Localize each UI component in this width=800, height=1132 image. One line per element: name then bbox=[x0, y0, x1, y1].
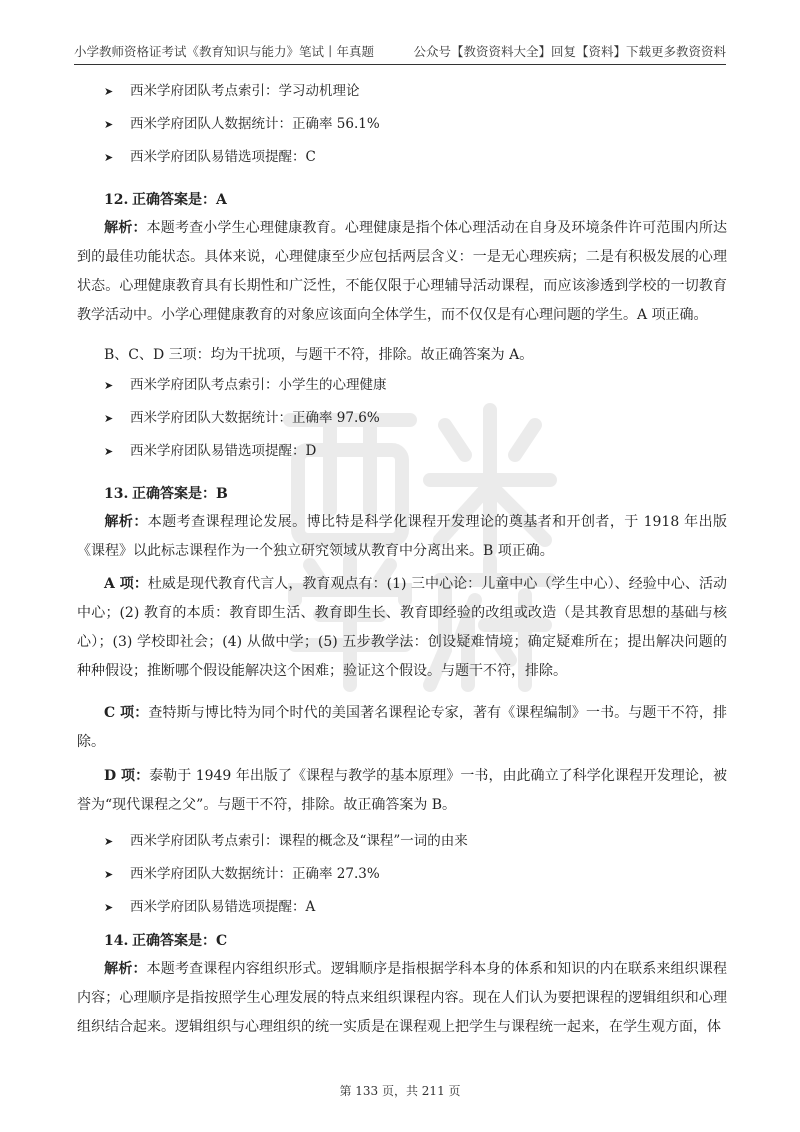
arrow-bullet-icon: ➤ bbox=[104, 379, 114, 392]
q13-option-a: A 项：杜威是现代教育代言人，教育观点有：(1) 三中心论：儿童中心（学生中心）、经验中心、活动中心；(2) 教育的本质：教育即生活、教育即生长、教育即经验的改组或改造（是其教育思想的基础与核心）；(3) 学校即社会；(4) 从做中学；(5) 五步教学法：创设疑难情境；确定疑难所在；提出解决问题的种种假设；推断哪个假设能解决这个困难；验证这个假设。与题干不符，排除。 bbox=[77, 576, 727, 679]
q12-bullet-topic: ➤ 西米学府团队考点索引：小学生的心理健康 bbox=[104, 375, 387, 395]
q14-heading: 14. 正确答案是：C bbox=[104, 933, 228, 949]
q12-bullet-mistake: ➤ 西米学府团队易错选项提醒：D bbox=[104, 441, 316, 461]
arrow-bullet-icon: ➤ bbox=[104, 412, 114, 425]
arrow-bullet-icon: ➤ bbox=[104, 118, 114, 131]
q12-other-options: B、C、D 三项：均为干扰项，与题干不符，排除。故正确答案为 A。 bbox=[104, 347, 534, 363]
arrow-bullet-icon: ➤ bbox=[104, 868, 114, 881]
arrow-bullet-icon: ➤ bbox=[104, 901, 114, 914]
q11-bullet-stats: ➤ 西米学府团队人数据统计：正确率 56.1% bbox=[104, 114, 380, 134]
q11-bullet-mistake: ➤ 西米学府团队易错选项提醒：C bbox=[104, 147, 316, 167]
q13-bullet-mistake: ➤ 西米学府团队易错选项提醒：A bbox=[104, 897, 315, 917]
q12-heading: 12. 正确答案是：A bbox=[104, 192, 227, 208]
q13-analysis: 解析：本题考查课程理论发展。博比特是科学化课程开发理论的奠基者和开创者，于 1918 年出版《课程》以此标志课程作为一个独立研究领域从教育中分离出来。B 项正确。 bbox=[77, 514, 728, 559]
arrow-bullet-icon: ➤ bbox=[104, 151, 114, 164]
page-number: 第 133 页，共 211 页 bbox=[339, 1084, 461, 1098]
header-promo: 公众号【教资资料大全】回复【资料】下载更多教资资料 bbox=[413, 44, 726, 59]
q13-heading: 13. 正确答案是：B bbox=[104, 486, 228, 502]
q13-bullet-topic: ➤ 西米学府团队考点索引：课程的概念及“课程”一词的由来 bbox=[104, 831, 468, 851]
arrow-bullet-icon: ➤ bbox=[104, 835, 114, 848]
q13-option-d: D 项：泰勒于 1949 年出版了《课程与教学的基本原理》一书，由此确立了科学化课程开发理论，被誉为“现代课程之父”。与题干不符，排除。故正确答案为 B。 bbox=[77, 768, 728, 813]
q12-bullet-stats: ➤ 西米学府团队大数据统计：正确率 97.6% bbox=[104, 408, 380, 428]
q11-bullet-topic: ➤ 西米学府团队考点索引：学习动机理论 bbox=[104, 81, 360, 101]
q13-bullet-stats: ➤ 西米学府团队大数据统计：正确率 27.3% bbox=[104, 864, 380, 884]
arrow-bullet-icon: ➤ bbox=[104, 85, 114, 98]
q14-analysis: 解析：本题考查课程内容组织形式。逻辑顺序是指根据学科本身的体系和知识的内在联系来组织课程内容；心理顺序是指按照学生心理发展的特点来组织课程内容。现在人们认为要把课程的逻辑组织和心理组织结合起来。逻辑组织与心理组织的统一实质是在课程观上把学生与课程统一起来，在学生观方面，体 bbox=[77, 961, 728, 1035]
q13-option-c: C 项：查特斯与博比特为同个时代的美国著名课程论专家，著有《课程编制》一书。与题干不符，排除。 bbox=[77, 705, 727, 750]
q12-analysis: 解析：本题考查小学生心理健康教育。心理健康是指个体心理活动在自身及环境条件许可范围内所达到的最佳功能状态。具体来说，心理健康至少应包括两层含义：一是无心理疾病；二是有积极发展的心理状态。心理健康教育具有长期性和广泛性，不能仅限于心理辅导活动课程，而应该渗透到学校的一切教育教学活动中。小学心理健康教育的对象应该面向全体学生，而不仅仅是有心理问题的学生。A 项正确。 bbox=[77, 220, 728, 323]
arrow-bullet-icon: ➤ bbox=[104, 445, 114, 458]
header-title: 小学教师资格证考试《教育知识与能力》笔试丨年真题 bbox=[74, 44, 375, 59]
